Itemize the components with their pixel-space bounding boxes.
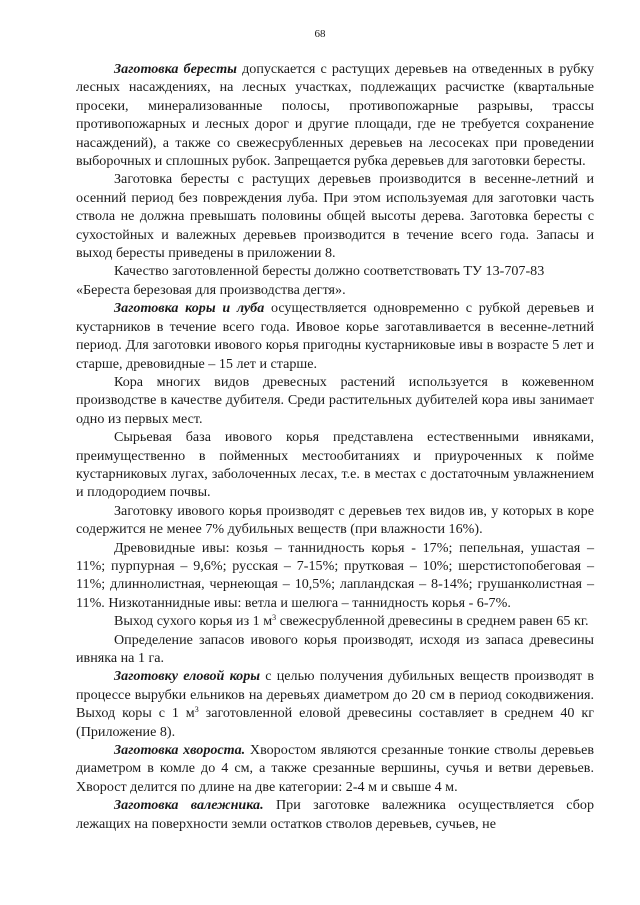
paragraph-willow-tannin-content — [76, 502, 594, 539]
paragraph-willow-raw-base — [76, 428, 594, 502]
page-number: 68 — [314, 28, 326, 40]
paragraph-bark-birch-harvesting — [76, 60, 594, 170]
paragraph-text: допускается с растущих деревьев на отведенных в рубку лесных насаждениях, на лесных участках, подлежащих расчистке (квартальные просеки, минерализованные полосы, противопожарные разрывы, трассы противопожарных и лесных дорог и другие площади, где не требуется сохранение насаждений), а также со свежесрубленных деревьев на лесосеках при проведении выборочных и сплошных рубок. Запрещается рубка деревьев для заготовки бересты. — [76, 61, 594, 170]
paragraph-heading: Заготовка бересты — [114, 61, 237, 77]
paragraph-text: Сырьевая база ивового корья представлена естественными ивняками, преимущественно в пойменных местообитаниях и приуроченных к пойме кустарниковых лугах, заболоченных лесах, т.е. в местах с достаточным увлажнением и плодородием почвы. — [76, 429, 594, 501]
paragraph-dry-bark-yield — [76, 612, 594, 630]
paragraph-willow-stock-estimate — [76, 631, 594, 668]
paragraph-text: Качество заготовленной бересты должно соответствовать ТУ 13-707-83 — [114, 263, 545, 280]
paragraph-birch-bark-quality — [76, 262, 594, 280]
paragraph-birch-bark-quality-standard — [76, 281, 594, 299]
paragraph-text: При заготовке валежника осуществляется сбор лежащих на поверхности земли остатков стволов деревьев, сучьев, не — [76, 797, 594, 832]
paragraph-text: с целью получения дубильных веществ производят в процессе вырубки ельников на деревьях диаметром до 20 см в период сокодвижения. Выход коры с 1 м — [76, 668, 594, 722]
document-body — [76, 60, 594, 833]
paragraph-willow-species — [76, 539, 594, 613]
paragraph-text: Выход сухого корья из 1 м — [114, 613, 273, 630]
paragraph-text: Древовидные ивы: козья – таннидность корья - 17%; пепельная, ушастая – 11%; пурпурная – 9,6%; русская – 7-15%; прутковая – 10%; шерстистопобеговая – 11%; длиннолистная, чернеющая – 10,5%; лапландская – 8-14%; грушанколистная – 11%. Низкотаннидные ивы: ветла и шелюга – таннидность корья - 6-7%. — [76, 539, 594, 611]
paragraph-text: Кора многих видов древесных растений используется в кожевенном производстве в качестве дубителя. Среди растительных дубителей кора ивы занимает одно из первых мест. — [76, 373, 594, 427]
paragraph-deadwood — [76, 796, 594, 833]
paragraph-text: Заготовку ивового корья производят с деревьев тех видов ив, у которых в коре содержится не менее 7% дубильных веществ (при влажности 16%). — [76, 502, 594, 538]
paragraph-text: осуществляется одновременно с рубкой деревьев и кустарников в течение всего года. Ивовое корье заготавливается в весенне-летний период. Для заготовки ивового корья пригодны кустарниковые ивы в возрасте 5 лет и старше, древовидные – 15 лет и старше. — [76, 300, 594, 372]
paragraph-text: Хворостом являются срезанные тонкие стволы деревьев диаметром в комле до 4 см, а также срезанные вершины, сучья и ветви деревьев. Хворост делится по длине на две категории: 2-4 м и свыше 4 м. — [76, 742, 594, 795]
superscript: 3 — [194, 705, 199, 715]
paragraph-text: Определение запасов ивового корья производят, исходя из запаса древесины ивняка на 1 га. — [76, 631, 594, 666]
paragraph-bark-tanning — [76, 373, 594, 428]
paragraph-heading: Заготовка коры и луба — [114, 300, 265, 317]
paragraph-heading: Заготовка валежника. — [114, 797, 264, 814]
paragraph-text: Заготовка бересты с растущих деревьев производится в весенне-летний и осенний период без повреждения луба. При этом используемая для заготовки часть ствола не должна превышать половины общей высоты дерева. Заготовка бересты с сухостойных и валежных деревьев производится в течение всего года. Запасы и выход бересты приведены в приложении 8. — [76, 171, 594, 262]
paragraph-bark-and-bast — [76, 299, 594, 373]
paragraph-birch-bark-season — [76, 170, 594, 262]
superscript: 3 — [272, 613, 277, 623]
paragraph-heading: Заготовка хвороста. — [114, 742, 246, 759]
paragraph-text: «Береста березовая для производства дегтя». — [76, 281, 346, 298]
paragraph-brushwood — [76, 741, 594, 796]
paragraph-text: свежесрубленной древесины в среднем равен 65 кг. — [276, 613, 589, 630]
paragraph-heading: Заготовку еловой коры — [114, 668, 261, 685]
paragraph-spruce-bark — [76, 667, 594, 741]
paragraph-text: заготовленной еловой древесины составляет в среднем 40 кг (Приложение 8). — [76, 705, 595, 740]
